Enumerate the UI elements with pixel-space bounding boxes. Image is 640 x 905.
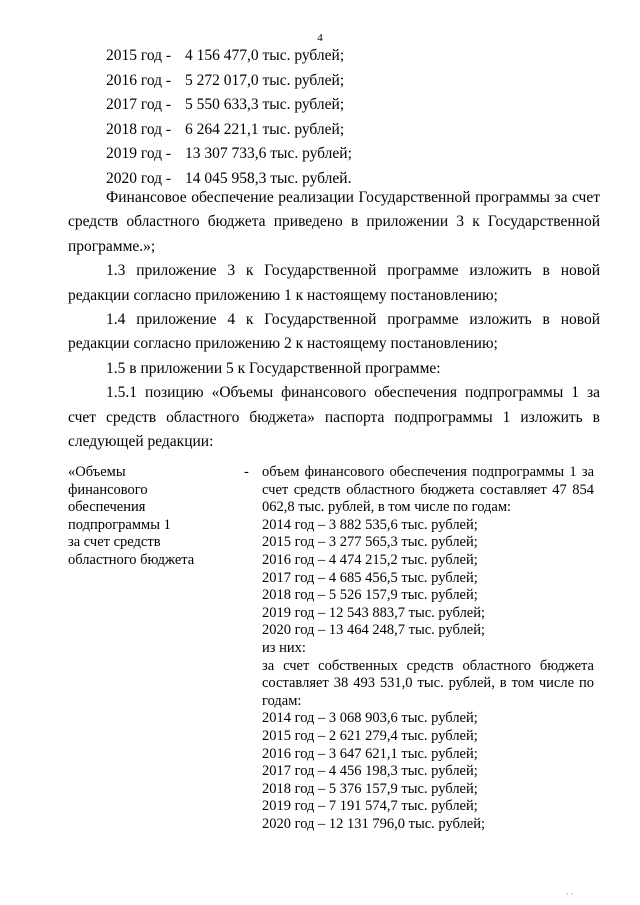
year-amounts-list [106, 44, 352, 192]
position-title-line: подпрограммы 1 [68, 516, 171, 533]
paragraph-financing-reference: Финансовое обеспечение реализации Государственной программы за счет средств областного бюджета приведено в приложении 3 к Государственной программе.»; [68, 189, 600, 255]
position-title-line: за счет средств [68, 534, 161, 551]
own-year-line: 2017 год – 4 456 198,3 тыс. рублей; [262, 763, 478, 780]
year-amount-row [106, 142, 352, 167]
position-title-line: «Объемы [68, 464, 126, 480]
year-amount-row [106, 69, 352, 94]
year-label: 2017 год - [106, 96, 172, 114]
own-year-line: 2020 год – 12 131 796,0 тыс. рублей; [262, 815, 486, 832]
position-title-line: финансового [68, 481, 148, 498]
total-year-line: 2016 год – 4 474 215,2 тыс. рублей; [262, 551, 478, 568]
funding-intro: объем финансового обеспечения подпрограммы 1 за счет средств областного бюджета составляет 47 854 062,8 тыс. рублей, в том числе по годам: [262, 464, 594, 516]
footer-marks: · · [566, 890, 574, 899]
position-content [262, 464, 594, 833]
year-amount-row [106, 93, 352, 118]
amount-value: 6 264 221,1 тыс. рублей; [185, 120, 345, 138]
own-year-line: 2019 год – 7 191 574,7 тыс. рублей; [262, 798, 478, 815]
position-title [68, 464, 228, 570]
paragraph-item-1-5-1: 1.5.1 позицию «Объемы финансового обеспечения подпрограммы 1 за счет средств областного бюджета» паспорта подпрограммы 1 изложить в следующей редакции: [68, 384, 600, 451]
own-year-line: 2014 год – 3 068 903,6 тыс. рублей; [262, 710, 478, 727]
paragraph-item-1-4: 1.4 приложение 4 к Государственной программе изложить в новой редакции согласно приложению 2 к настоящему постановлению; [68, 311, 600, 353]
total-year-line: 2020 год – 13 464 248,7 тыс. рублей; [262, 622, 486, 639]
paragraph-item-1-3: 1.3 приложение 3 к Государственной программе изложить в новой редакции согласно приложению 1 к настоящему постановлению; [68, 262, 600, 304]
year-label: 2019 год - [106, 145, 172, 163]
own-year-line: 2015 год – 2 621 279,4 тыс. рублей; [262, 727, 478, 744]
page-number: 4 [317, 32, 323, 44]
year-label: 2015 год - [106, 47, 172, 64]
amount-value: 5 272 017,0 тыс. рублей; [185, 71, 345, 89]
position-title-line: областного бюджета [68, 551, 195, 568]
year-label: 2016 год - [106, 71, 172, 89]
total-year-line: 2015 год – 3 277 565,3 тыс. рублей; [262, 534, 478, 551]
amount-value: 14 045 958,3 тыс. рублей. [185, 169, 352, 187]
separator-dash: - [244, 464, 249, 480]
year-label: 2018 год - [106, 120, 172, 138]
amount-value: 13 307 733,6 тыс. рублей; [185, 145, 352, 163]
own-funds-intro: за счет собственных средств областного бюджета составляет 38 493 531,0 тыс. рублей, в том числе по годам: [262, 657, 594, 709]
amount-value: 4 156 477,0 тыс. рублей; [185, 47, 345, 64]
total-year-line: 2014 год – 3 882 535,6 тыс. рублей; [262, 516, 478, 533]
year-label: 2020 год - [106, 169, 172, 187]
total-year-line: 2018 год – 5 526 157,9 тыс. рублей; [262, 587, 478, 604]
year-amount-row [106, 44, 352, 69]
total-year-line: 2017 год – 4 685 456,5 тыс. рублей; [262, 569, 478, 586]
amount-value: 5 550 633,3 тыс. рублей; [185, 96, 345, 114]
total-year-line: 2019 год – 12 543 883,7 тыс. рублей; [262, 604, 486, 621]
own-year-line: 2018 год – 5 376 157,9 тыс. рублей; [262, 780, 478, 797]
of-them-label: из них: [262, 639, 306, 656]
position-title-line: обеспечения [68, 499, 146, 516]
year-amount-row [106, 118, 352, 143]
paragraph-item-1-5: 1.5 в приложении 5 к Государственной программе: [106, 359, 441, 377]
own-year-line: 2016 год – 3 647 621,1 тыс. рублей; [262, 745, 478, 762]
document-body [68, 186, 600, 454]
